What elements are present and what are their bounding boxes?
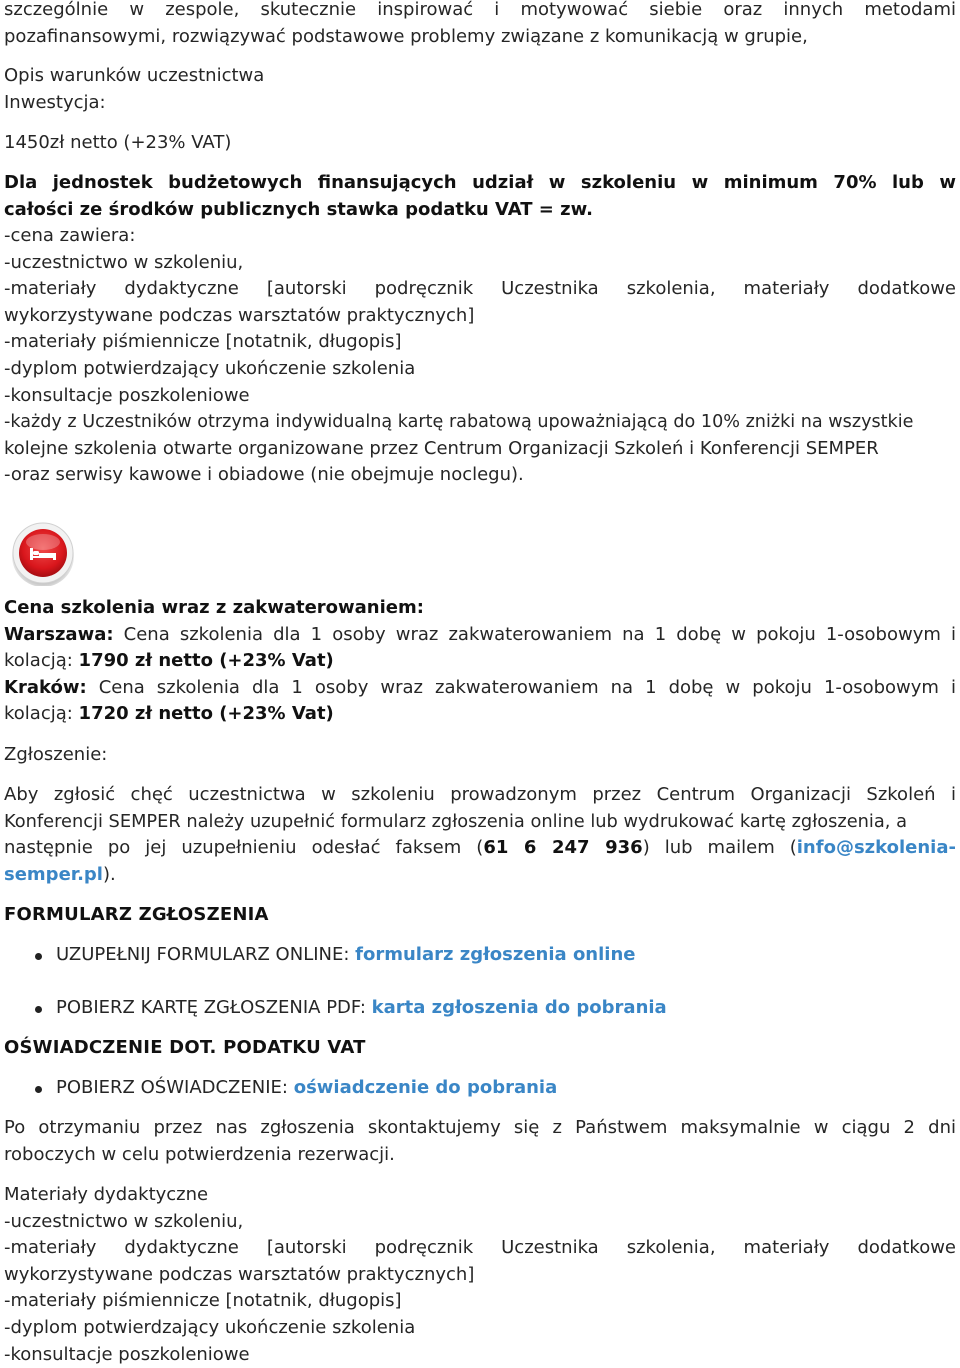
- form-list: [4, 995, 667, 1022]
- intro-line: szczególnie w zespole, skutecznie inspirować i motywować siebie oraz innych metodami: [4, 0, 956, 20]
- list-item: -materiały piśmiennicze [notatnik, długopis]: [4, 331, 402, 353]
- registration-title: Zgłoszenie:: [4, 744, 108, 765]
- list-item: -oraz serwisy kawowe i obiadowe (nie obejmuje noclegu).: [4, 464, 524, 486]
- list-item: kolejne szkolenia otwarte organizowane przez Centrum Organizacji Szkoleń i Konferencji SEMPER: [4, 437, 879, 459]
- list-item: -uczestnictwo w szkoleniu,: [4, 1210, 244, 1232]
- form-list: [4, 942, 635, 969]
- includes-title: -cena zawiera:: [4, 225, 136, 246]
- accommodation-section: [4, 595, 956, 728]
- krakow-price-line: kolacją: 1720 zł netto (+23% Vat): [4, 703, 334, 725]
- list-item: -materiały dydaktyczne [autorski podręcznik Uczestnika szkolenia, materiały dodatkowe: [4, 1237, 956, 1259]
- intro-line: pozafinansowymi, rozwiązywać podstawowe problemy związane z komunikacją w grupie,: [4, 25, 808, 47]
- email-link[interactable]: info@szkolenia-: [796, 837, 956, 859]
- includes-list: [4, 223, 956, 489]
- list-item: wykorzystywane podczas warsztatów praktycznych]: [4, 304, 475, 326]
- email-link-continued[interactable]: semper.pl: [4, 863, 103, 885]
- list-item: -dyplom potwierdzający ukończenie szkolenia: [4, 357, 416, 379]
- online-form-link[interactable]: formularz zgłoszenia online: [355, 944, 636, 965]
- vat-note: Dla jednostek budżetowych finansujących udział w szkoleniu w minimum 70% lub w całości ze środków publicznych stawka podatku VAT = zw.: [4, 172, 956, 220]
- list-item: -uczestnictwo w szkoleniu,: [4, 251, 244, 273]
- registration-paragraph: Aby zgłosić chęć uczestnictwa w szkoleniu prowadzonym przez Centrum Organizacji Szkoleń i Konferencji SEMPER należy uzupełnić formularz zgłoszenia online lub wydrukować kartę zgłoszenia, a następnie po jej uzupełnieniu odesłać faksem (61 6 247 936) lub mailem (info@szkolenia- semper.pl).: [4, 784, 956, 885]
- list-item: -konsultacje poszkoleniowe: [4, 384, 250, 406]
- warsaw-price: 1790 zł netto (+23% Vat): [78, 650, 334, 672]
- list-item: -dyplom potwierdzający ukończenie szkolenia: [4, 1316, 416, 1338]
- list-item: -materiały dydaktyczne [autorski podręcznik Uczestnika szkolenia, materiały dodatkowe: [4, 278, 956, 300]
- list-item: UZUPEŁNIJ FORMULARZ ONLINE: formularz zgłoszenia online: [4, 942, 635, 969]
- materials-section: [4, 1182, 956, 1368]
- bed-icon: [10, 520, 76, 586]
- list-item: -materiały piśmiennicze [notatnik, długopis]: [4, 1290, 402, 1312]
- list-item: -każdy z Uczestników otrzyma indywidualną kartę rabatową upoważniającą do 10% zniżki na wszystkie: [4, 412, 914, 433]
- vat-list: [4, 1075, 557, 1102]
- warsaw-line: Warszawa: Cena szkolenia dla 1 osoby wraz zakwaterowaniem na 1 dobę w pokoju 1-osobowym i: [4, 623, 956, 645]
- list-item: -konsultacje poszkoleniowe: [4, 1343, 250, 1365]
- list-item: wykorzystywane podczas warsztatów praktycznych]: [4, 1263, 475, 1285]
- conditions-title: Opis warunków uczestnictwa Inwestycja:: [4, 63, 956, 116]
- krakow-city: Kraków:: [4, 676, 87, 698]
- vat-statement-link[interactable]: oświadczenie do pobrania: [293, 1077, 558, 1098]
- accommodation-title: Cena szkolenia wraz z zakwaterowaniem:: [4, 597, 424, 618]
- warsaw-price-line: kolacją: 1790 zł netto (+23% Vat): [4, 650, 334, 672]
- form-heading: FORMULARZ ZGŁOSZENIA: [4, 904, 269, 925]
- list-item: POBIERZ OŚWIADCZENIE: oświadczenie do pobrania: [4, 1075, 557, 1102]
- pdf-form-link[interactable]: karta zgłoszenia do pobrania: [371, 997, 667, 1018]
- fax-number: 61 6 247 936: [483, 837, 643, 859]
- confirmation-paragraph: Po otrzymaniu przez nas zgłoszenia skontaktujemy się z Państwem maksymalnie w ciągu 2 dni roboczych w celu potwierdzenia rezerwacji.: [4, 1117, 956, 1165]
- vat-heading: OŚWIADCZENIE DOT. PODATKU VAT: [4, 1037, 366, 1058]
- intro-paragraph: [4, 0, 956, 50]
- krakow-line: Kraków: Cena szkolenia dla 1 osoby wraz zakwaterowaniem na 1 dobę w pokoju 1-osobowym i: [4, 676, 956, 698]
- krakow-price: 1720 zł netto (+23% Vat): [78, 703, 334, 725]
- warsaw-city: Warszawa:: [4, 623, 114, 645]
- price: 1450zł netto (+23% VAT): [4, 132, 232, 153]
- materials-title: Materiały dydaktyczne: [4, 1184, 209, 1205]
- list-item: POBIERZ KARTĘ ZGŁOSZENIA PDF: karta zgłoszenia do pobrania: [4, 995, 667, 1022]
- investment-label: Inwestycja:: [4, 91, 106, 113]
